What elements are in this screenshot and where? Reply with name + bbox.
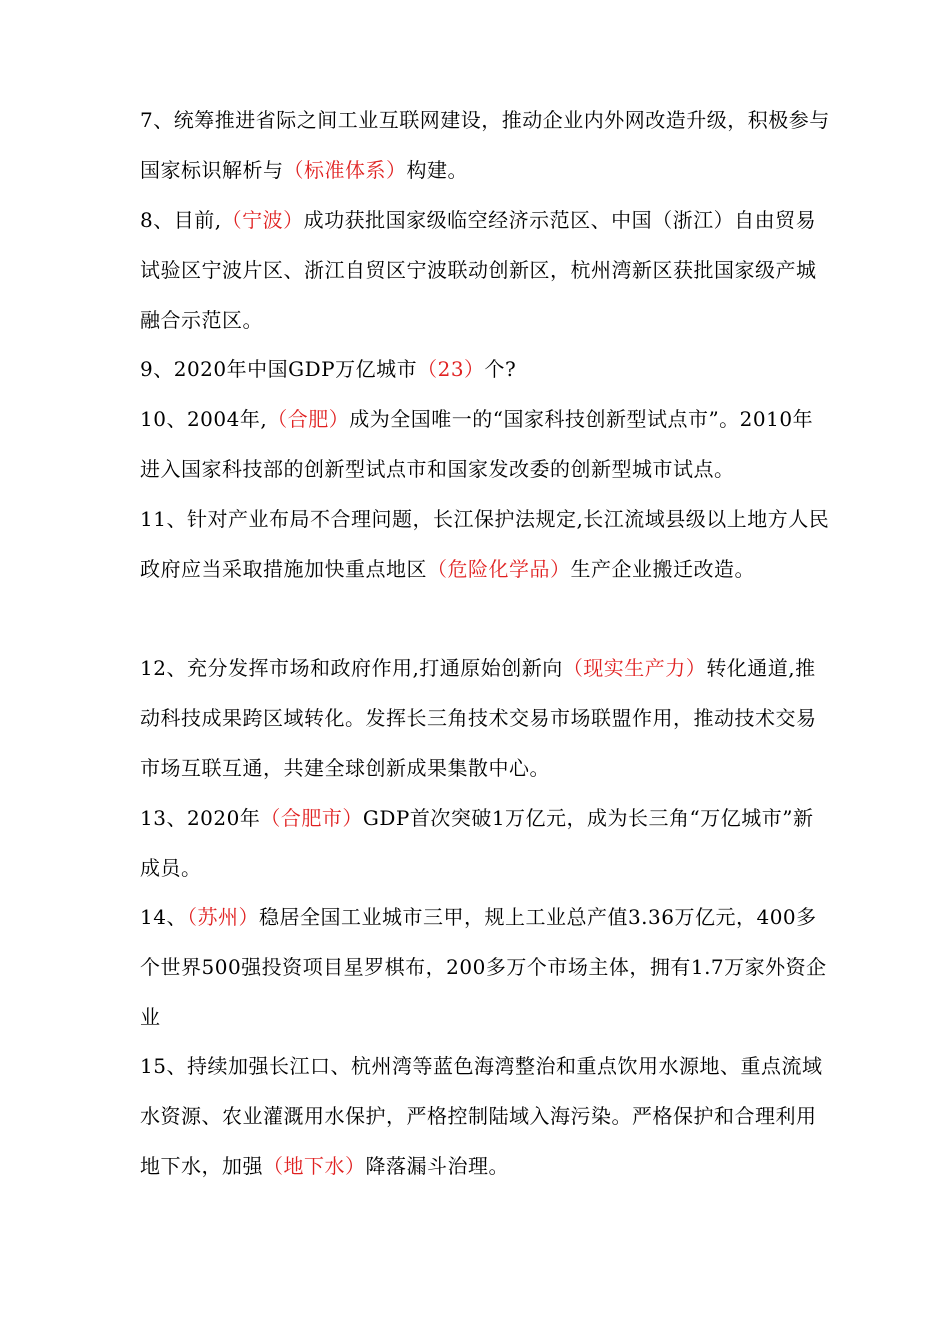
question-13-text: 13、2020年 [140,806,261,830]
question-12 [140,644,830,793]
question-12-text-after: 转化通道,推动科技成果跨区域转化。发挥长三角技术交易市场联盟作用，推动技术交易市场互联互通，共建全球创新成果集散中心。 [140,656,817,780]
question-9-text-after: 个? [484,357,517,381]
question-14-answer: （苏州） [186,905,259,929]
question-10-text-after: 成为全国唯一的“国家科技创新型试点市”。2010年进入国家科技部的创新型试点市和国家发改委的创新型城市试点。 [140,407,814,481]
question-12-text: 12、充分发挥市场和政府作用,打通原始创新向 [140,656,563,680]
question-14-text: 14、 [140,905,187,929]
question-8-text: 8、目前, [140,208,222,232]
question-15 [140,1042,830,1191]
question-11-answer: （危险化学品） [427,556,571,581]
question-13-text-after: GDP首次突破1万亿元，成为长三角“万亿城市”新成员。 [140,806,814,880]
question-11-text: 11、针对产业布局不合理问题，长江保护法规定,长江流域县级以上地方人民政府应当采取措施加快重点地区 [140,507,830,581]
question-8 [140,196,830,345]
question-7 [140,96,830,196]
question-10-text: 10、2004年, [140,407,268,431]
question-7-text-after: 构建。 [406,157,468,182]
question-13 [140,794,830,894]
question-13-answer: （合肥市） [260,806,363,830]
question-14-text-after: 稳居全国工业城市三甲，规上工业总产值3.36万亿元，400多个世界500强投资项目星罗棋布，200多万个市场主体，拥有1.7万家外资企业 [140,905,827,1029]
question-9-answer: （23） [417,357,485,381]
question-14 [140,893,830,1042]
question-8-answer: （宁波） [221,208,304,232]
question-8-text-after: 成功获批国家级临空经济示范区、中国（浙江）自由贸易试验区宁波片区、浙江自贸区宁波联动创新区，杭州湾新区获批国家级产城融合示范区。 [140,208,817,332]
question-12-answer: （现实生产力） [562,656,707,680]
question-11-text-after: 生产企业搬迁改造。 [570,556,755,581]
question-15-text-after: 降落漏斗治理。 [365,1153,509,1178]
question-15-text: 15、持续加强长江口、杭州湾等蓝色海湾整治和重点饮用水源地、重点流域水资源、农业灌溉用水保护，严格控制陆域入海污染。严格保护和合理利用地下水，加强 [140,1054,823,1178]
question-10-answer: （合肥） [267,407,350,431]
question-10 [140,395,830,495]
question-7-text: 7、统筹推进省际之间工业互联网建设，推动企业内外网改造升级，积极参与国家标识解析与 [140,108,830,182]
question-9-text: 9、2020年中国GDP万亿城市 [140,357,418,381]
question-7-answer: （标准体系） [283,157,407,182]
question-11 [140,495,830,595]
question-9 [140,345,830,395]
question-15-answer: （地下水） [263,1153,366,1178]
